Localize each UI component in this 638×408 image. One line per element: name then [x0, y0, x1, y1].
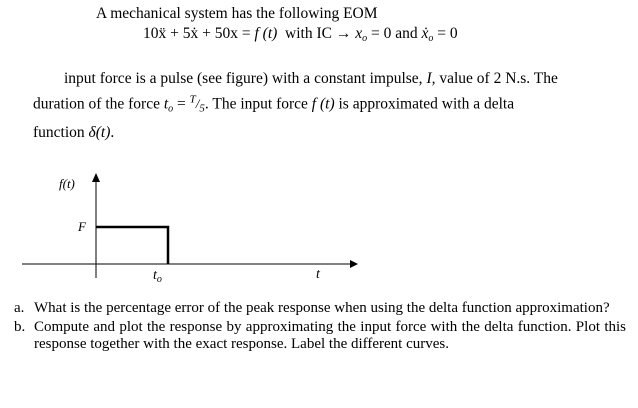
ic-label: with IC [285, 25, 332, 42]
xdot0-symbol: ẋ [421, 25, 429, 42]
duration-symbol: t [163, 95, 169, 113]
equals-sign: = [173, 95, 186, 113]
question-marker: a. [14, 300, 25, 316]
question-item [14, 300, 626, 317]
xdot0-subscript: o [428, 33, 434, 44]
pulse-level-label: F [78, 219, 86, 234]
x0-symbol: x [355, 25, 363, 42]
eom-lhs: 10ẍ + 5ẋ + 50x = [143, 25, 255, 42]
para-text: is approximated with a delta [334, 95, 515, 113]
duration-tick-label [153, 268, 162, 285]
duration-subscript: o [168, 103, 174, 115]
para-text: function [33, 124, 89, 141]
question-item [14, 319, 626, 353]
para-text: . The input force [204, 95, 312, 113]
pulse-curve [96, 227, 168, 264]
question-text: Compute and plot the response by approximating the input force with the delta function. Plot this response together with the exact response. Label the different curves. [34, 319, 626, 352]
para-text: . [110, 124, 115, 141]
fraction-slash: / [195, 96, 200, 112]
tick-subscript: o [156, 274, 162, 285]
x-axis-arrowhead [350, 260, 358, 268]
x0-subscript: o [362, 33, 368, 44]
question-marker: b. [14, 319, 26, 335]
delta-function: δ(t) [88, 124, 111, 141]
x-axis-label: t [316, 267, 320, 282]
fraction-numerator: T [189, 94, 196, 106]
question-text: What is the percentage error of the peak response when using the delta function approximation? [34, 300, 610, 316]
question-list [14, 300, 626, 355]
para-text: input force is a pulse (see figure) with a constant impulse, [64, 70, 427, 87]
impulse-symbol: I, [426, 70, 436, 87]
para-text: duration of the force [33, 95, 164, 113]
y-axis-arrowhead [92, 173, 100, 182]
problem-title: A mechanical system has the following EOM [96, 5, 378, 22]
fraction-denominator: 5 [199, 102, 205, 115]
eom-forcing: f (t) [254, 25, 278, 42]
xdot0-equals: = 0 [437, 25, 458, 42]
x0-equals: = 0 and [371, 25, 418, 42]
tick-t: t [153, 268, 157, 283]
y-axis-label: f(t) [59, 176, 75, 191]
arrow-icon: → [335, 25, 352, 42]
force-function: f (t) [311, 95, 335, 113]
para-text: value of 2 N.s. The [435, 70, 558, 87]
